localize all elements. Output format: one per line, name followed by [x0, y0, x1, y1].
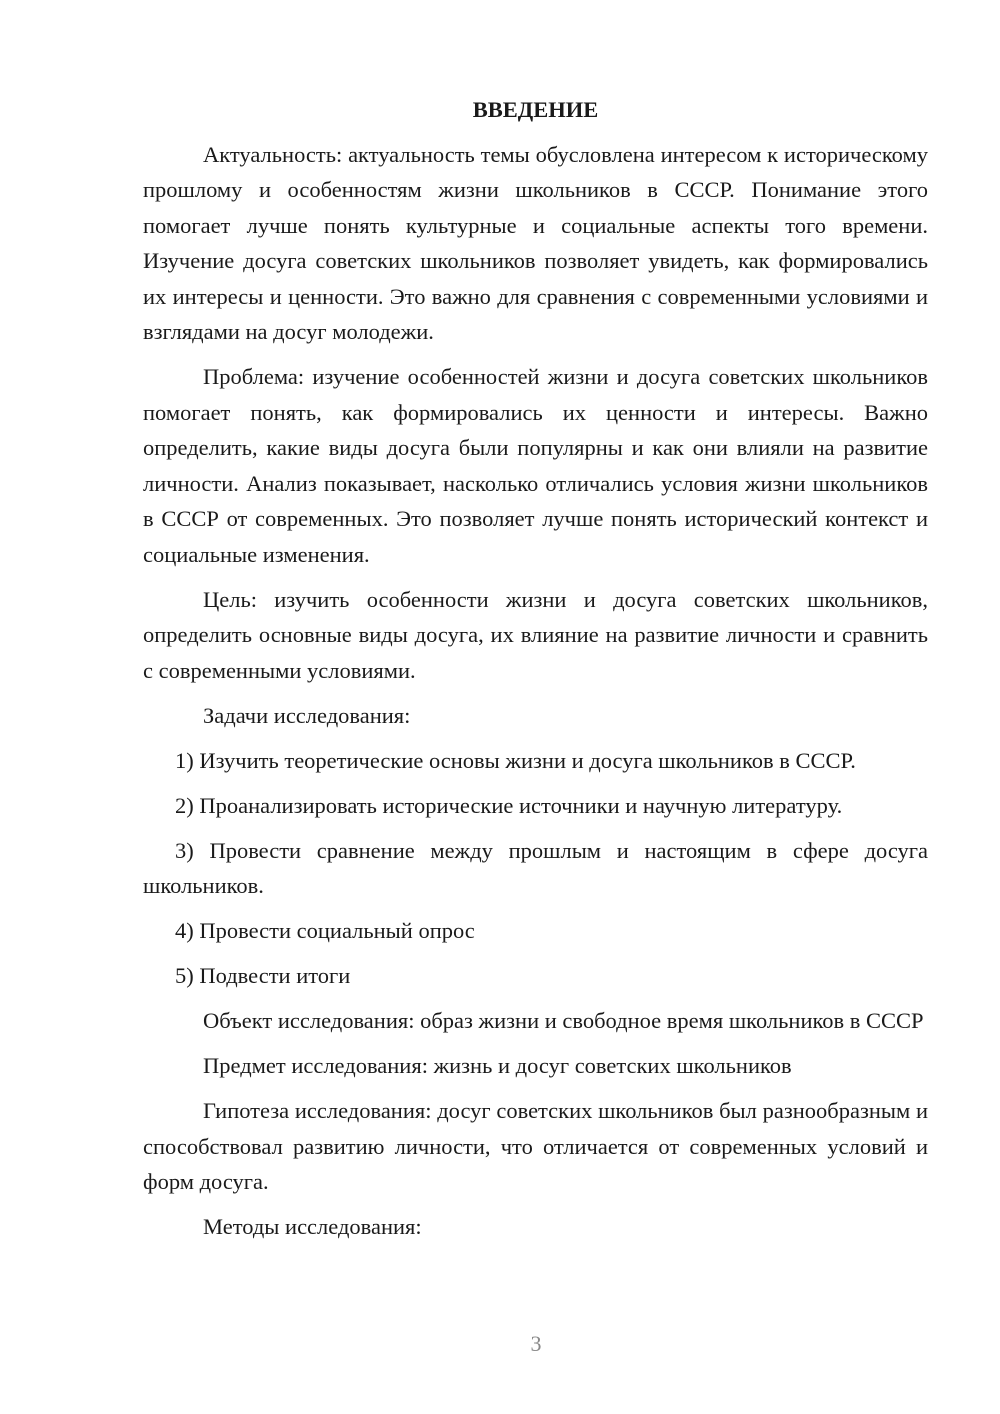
task-item-3: 3) Провести сравнение между прошлым и настоящим в сфере досуга школьников.: [143, 837, 928, 898]
paragraph-object: Объект исследования: образ жизни и свободное время школьников в СССР: [203, 1008, 924, 1033]
paragraph-hypothesis: Гипотеза исследования: досуг советских школьников был разнообразным и способствовал развитию личности, что отличается от современных условий и форм досуга.: [143, 1098, 928, 1194]
paragraph-subject: Предмет исследования: жизнь и досуг советских школьников: [203, 1053, 792, 1078]
task-item-5: 5) Подвести итоги: [175, 963, 351, 988]
task-item-4: 4) Провести социальный опрос: [175, 918, 475, 943]
paragraph-goal: Цель: изучить особенности жизни и досуга советских школьников, определить основные виды досуга, их влияние на развитие личности и сравнить с современными условиями.: [143, 586, 928, 683]
task-item-1: 1) Изучить теоретические основы жизни и досуга школьников в СССР.: [175, 747, 856, 773]
document-body: [143, 92, 928, 1245]
task-item-2: 2) Проанализировать исторические источники и научную литературу.: [175, 792, 843, 818]
page-number: 3: [530, 1331, 542, 1356]
paragraph-problem: Проблема: изучение особенностей жизни и досуга советских школьников помогает понять, как формировались их ценности и интересы. Важно определить, какие виды досуга были популярны и как они влияли на развитие личности. Анализ показывает, насколько отличались условия жизни школьников в СССР от современных. Это позволяет лучше понять исторический контекст и социальные изменения.: [143, 364, 928, 567]
tasks-heading: Задачи исследования:: [203, 702, 411, 728]
section-title: ВВЕДЕНИЕ: [472, 97, 599, 122]
paragraph-methods: Методы исследования:: [203, 1214, 422, 1239]
paragraph-relevance: Актуальность: актуальность темы обусловлена интересом к историческому прошлому и особенностям жизни школьников в СССР. Понимание этого помогает лучше понять культурные и социальные аспекты того времени. Изучение досуга советских школьников позволяет увидеть, как формировались их интересы и ценности. Это важно для сравнения с современными условиями и взглядами на досуг молодежи.: [143, 141, 928, 344]
